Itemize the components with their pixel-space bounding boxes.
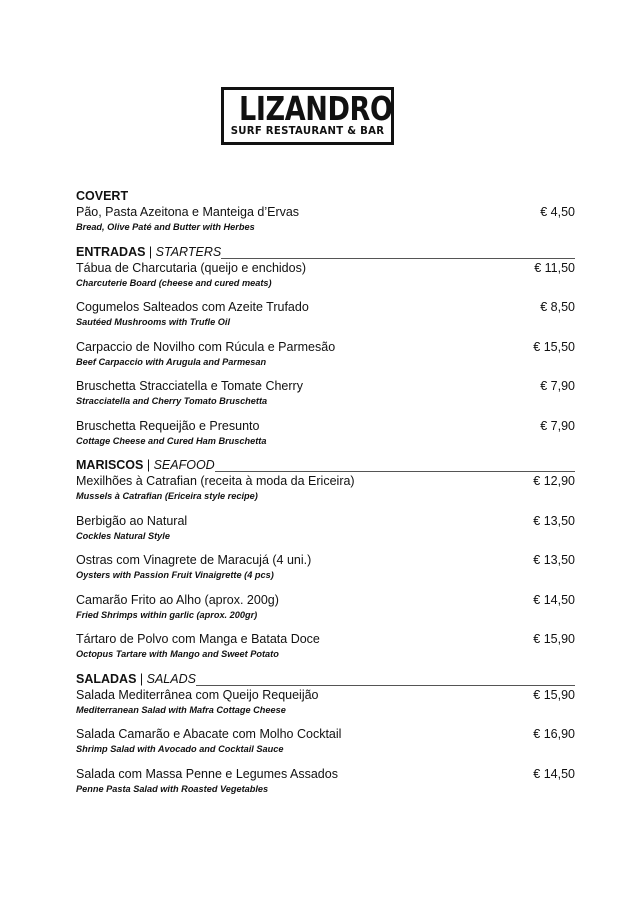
item-price: € 8,50 <box>540 300 575 314</box>
item-name-en: Bread, Olive Paté and Butter with Herbes <box>76 222 255 232</box>
item-name-pt: Carpaccio de Novilho com Rúcula e Parmesão <box>76 339 336 354</box>
logo-name: LIZANDRO <box>239 89 393 128</box>
menu-item <box>76 726 575 766</box>
section-subtitle: SEAFOOD <box>153 458 215 472</box>
item-price: € 7,90 <box>540 418 575 433</box>
item-name-en: Octopus Tartare with Mango and Sweet Potato <box>76 649 279 659</box>
item-name-pt: Tártaro de Polvo com Manga e Batata Doce <box>76 632 320 646</box>
section-heading <box>76 188 575 204</box>
item-price: € 13,50 <box>533 553 575 567</box>
menu-section <box>76 671 575 806</box>
restaurant-logo <box>221 87 394 145</box>
menu-item <box>76 766 575 806</box>
item-name-en: Charcuterie Board (cheese and cured meats) <box>76 277 272 288</box>
item-name-pt: Bruschetta Requeijão e Presunto <box>76 418 260 433</box>
menu-item <box>76 378 575 418</box>
item-name-pt: Berbigão ao Natural <box>76 513 188 528</box>
menu-item <box>76 260 575 300</box>
item-name-en: Stracciatella and Cherry Tomato Bruschetta <box>76 396 268 406</box>
item-price: € 7,90 <box>540 379 575 393</box>
section-heading <box>76 457 575 473</box>
section-separator: | <box>136 671 147 686</box>
menu-item <box>76 631 575 671</box>
item-name-en: Cottage Cheese and Cured Ham Bruschetta <box>76 435 267 446</box>
item-name-pt: Tábua de Charcutaria (queijo e enchidos) <box>76 260 306 275</box>
item-price: € 15,50 <box>533 339 575 354</box>
section-title: MARISCOS <box>76 458 144 472</box>
item-name-en: Beef Carpaccio with Arugula and Parmesan <box>76 356 267 367</box>
item-name-pt: Pão, Pasta Azeitona e Manteiga d’Ervas <box>76 205 300 219</box>
section-heading <box>76 244 575 260</box>
section-title: COVERT <box>76 189 129 203</box>
item-name-pt: Bruschetta Stracciatella e Tomate Cherry <box>76 379 303 393</box>
item-price: € 16,90 <box>533 727 575 741</box>
section-heading <box>76 671 575 687</box>
section-title: ENTRADAS <box>76 244 146 259</box>
menu-item <box>76 513 575 553</box>
item-name-pt: Salada Camarão e Abacate com Molho Cocktail <box>76 727 342 741</box>
item-name-en: Mediterranean Salad with Mafra Cottage Cheese <box>76 704 286 715</box>
menu-section <box>76 188 575 244</box>
item-name-pt: Mexilhões à Catrafian (receita à moda da Ericeira) <box>76 474 355 488</box>
item-name-en: Penne Pasta Salad with Roasted Vegetables <box>76 783 269 794</box>
item-name-pt: Cogumelos Salteados com Azeite Trufado <box>76 300 309 314</box>
item-name-pt: Ostras com Vinagrete de Maracujá (4 uni.) <box>76 553 312 567</box>
item-name-en: Oysters with Passion Fruit Vinaigrette (4 pcs) <box>76 570 274 580</box>
item-name-pt: Salada com Massa Penne e Legumes Assados <box>76 766 338 781</box>
menu-item <box>76 418 575 458</box>
section-title: SALADAS <box>76 671 137 686</box>
item-name-pt: Camarão Frito ao Alho (aprox. 200g) <box>76 592 279 607</box>
section-subtitle: STARTERS <box>155 244 222 259</box>
menu-section <box>76 457 575 671</box>
menu-list <box>76 188 575 805</box>
item-price: € 4,50 <box>540 205 575 219</box>
item-price: € 11,50 <box>534 260 575 275</box>
item-name-pt: Salada Mediterrânea com Queijo Requeijão <box>76 687 319 702</box>
item-price: € 14,50 <box>533 592 575 607</box>
item-price: € 13,50 <box>533 513 575 528</box>
logo-tagline: SURF RESTAURANT & BAR <box>230 124 385 137</box>
item-name-en: Cockles Natural Style <box>76 530 170 541</box>
section-separator: | <box>145 244 156 259</box>
menu-item <box>76 299 575 339</box>
item-name-en: Shrimp Salad with Avocado and Cocktail Sauce <box>76 744 284 754</box>
item-price: € 14,50 <box>533 766 575 781</box>
item-price: € 12,90 <box>533 474 575 488</box>
item-name-en: Mussels à Catrafian (Ericeira style recipe) <box>76 491 258 501</box>
item-name-en: Sautéed Mushrooms with Trufle Oil <box>76 317 230 327</box>
menu-item <box>76 339 575 379</box>
menu-item <box>76 204 575 244</box>
menu-section <box>76 244 575 458</box>
item-price: € 15,90 <box>533 632 575 646</box>
section-subtitle: SALADS <box>146 671 196 686</box>
menu-item <box>76 592 575 632</box>
item-price: € 15,90 <box>533 687 575 702</box>
menu-item <box>76 552 575 592</box>
item-name-en: Fried Shrimps within garlic (aprox. 200gr) <box>76 609 258 620</box>
section-separator: | <box>143 458 154 472</box>
menu-item <box>76 473 575 513</box>
menu-item <box>76 687 575 727</box>
